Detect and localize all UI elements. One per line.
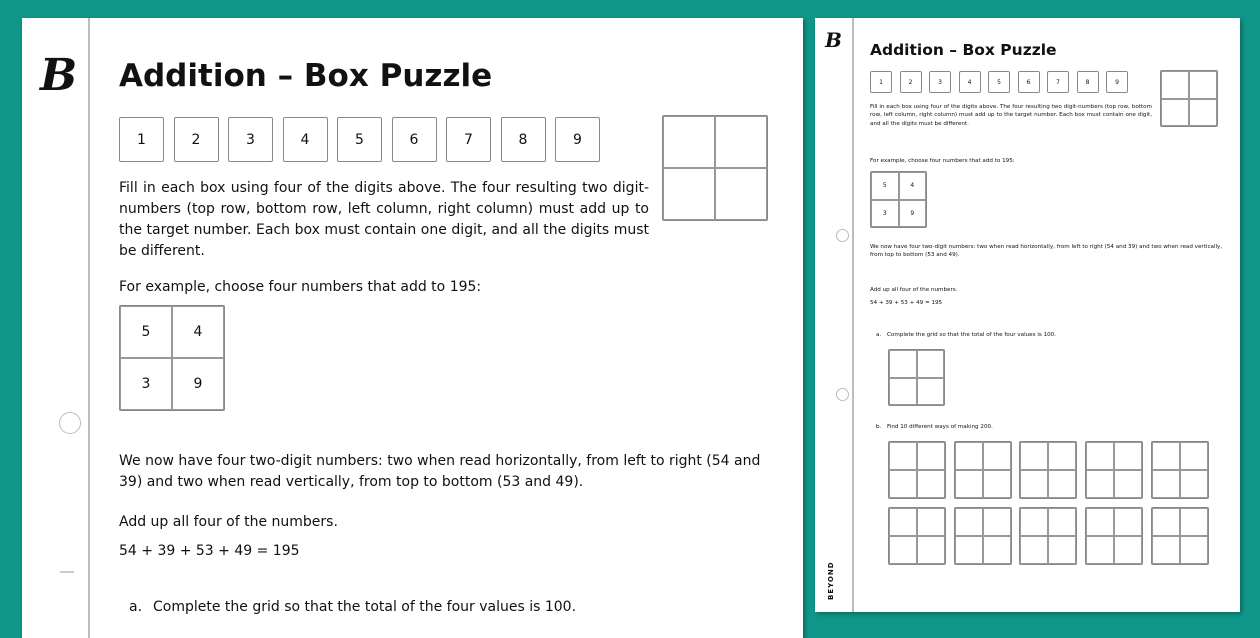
grid-cell: 5 (120, 306, 172, 358)
grid-cell: 3 (871, 200, 899, 228)
answer-grid-b (1019, 441, 1077, 499)
digit-box: 7 (446, 117, 491, 162)
digit-box: 8 (501, 117, 546, 162)
punch-hole (836, 388, 849, 401)
equation: 54 + 39 + 53 + 49 = 195 (870, 300, 943, 306)
digit-box: 9 (555, 117, 600, 162)
answer-grid-b (954, 441, 1012, 499)
digit-box: 1 (119, 117, 164, 162)
grid-cell: 5 (871, 172, 899, 200)
grid-cell: 4 (172, 306, 224, 358)
beyond-logo-icon: B (825, 28, 842, 52)
brand-footer: BEYOND (827, 561, 835, 600)
digit-box: 1 (870, 71, 892, 93)
question-a: Complete the grid so that the total of the four values is 100. (887, 332, 1057, 338)
digit-box: 4 (283, 117, 328, 162)
explanation: We now have four two-digit numbers: two when read horizontally, from left to right (54 and 39) and two when read vertically, from top to bottom (53 and 49). (119, 453, 761, 490)
answer-grid-b (1019, 507, 1077, 565)
worksheet-page-full (815, 18, 1240, 612)
margin-line (88, 18, 90, 638)
question-b-marker: b. (876, 424, 882, 430)
example-grid (870, 171, 927, 228)
answer-grid-b (1085, 507, 1143, 565)
digit-box: 2 (174, 117, 219, 162)
digit-box: 2 (900, 71, 922, 93)
question-a-marker: a. (876, 332, 882, 338)
question-b: Find 10 different ways of making 200. (887, 424, 993, 430)
margin-line (852, 18, 854, 612)
answer-grid-b (954, 507, 1012, 565)
punch-hole (59, 412, 81, 434)
answer-grid-b (1151, 507, 1209, 565)
explanation: We now have four two-digit numbers: two when read horizontally, from left to right (54 and 39) and two when read vertically, from top to bottom (53 and 49). (870, 244, 1223, 259)
digit-box: 6 (1018, 71, 1040, 93)
add-up-text: Add up all four of the numbers. (870, 287, 958, 293)
instructions: Fill in each box using four of the digits above. The four resulting two digit-numbers (top row, bottom row, left column, right column) must add up to the target number. Each box must contain one digit, and all the digits must be different. (870, 104, 1152, 127)
worksheet-page-zoomed (22, 18, 803, 638)
digit-box: 8 (1077, 71, 1099, 93)
target-grid (1160, 70, 1218, 127)
grid-cell: 3 (120, 358, 172, 410)
add-up-text: Add up all four of the numbers. (119, 514, 338, 530)
page-title: Addition – Box Puzzle (119, 58, 493, 94)
example-intro: For example, choose four numbers that add to 195: (870, 158, 1015, 164)
answer-grid-b (1151, 441, 1209, 499)
digit-box: 7 (1047, 71, 1069, 93)
grid-cell: 4 (899, 172, 927, 200)
page-title: Addition – Box Puzzle (870, 41, 1057, 59)
example-intro: For example, choose four numbers that add to 195: (119, 279, 482, 295)
digit-box: 9 (1106, 71, 1128, 93)
answer-grid-b (888, 441, 946, 499)
beyond-logo-icon: B (40, 50, 78, 101)
equation: 54 + 39 + 53 + 49 = 195 (119, 543, 300, 559)
digit-box: 3 (929, 71, 951, 93)
digit-box: 6 (392, 117, 437, 162)
answer-grid-b (1085, 441, 1143, 499)
question-a: Complete the grid so that the total of the four values is 100. (153, 599, 577, 615)
digit-box: 3 (228, 117, 273, 162)
digit-box: 5 (988, 71, 1010, 93)
grid-cell: 9 (899, 200, 927, 228)
target-grid (662, 115, 768, 221)
answer-grid-a (888, 349, 945, 406)
margin-mark (60, 571, 74, 573)
example-grid (119, 305, 225, 411)
instructions: Fill in each box using four of the digits above. The four resulting two digit-numbers (top row, bottom row, left column, right column) must add up to the target number. Each box must contain one digit, and all the digits must be different. (119, 180, 649, 259)
grid-cell: 9 (172, 358, 224, 410)
question-a-marker: a. (129, 599, 143, 615)
punch-hole (836, 229, 849, 242)
digit-box: 4 (959, 71, 981, 93)
answer-grid-b (888, 507, 946, 565)
digit-box: 5 (337, 117, 382, 162)
